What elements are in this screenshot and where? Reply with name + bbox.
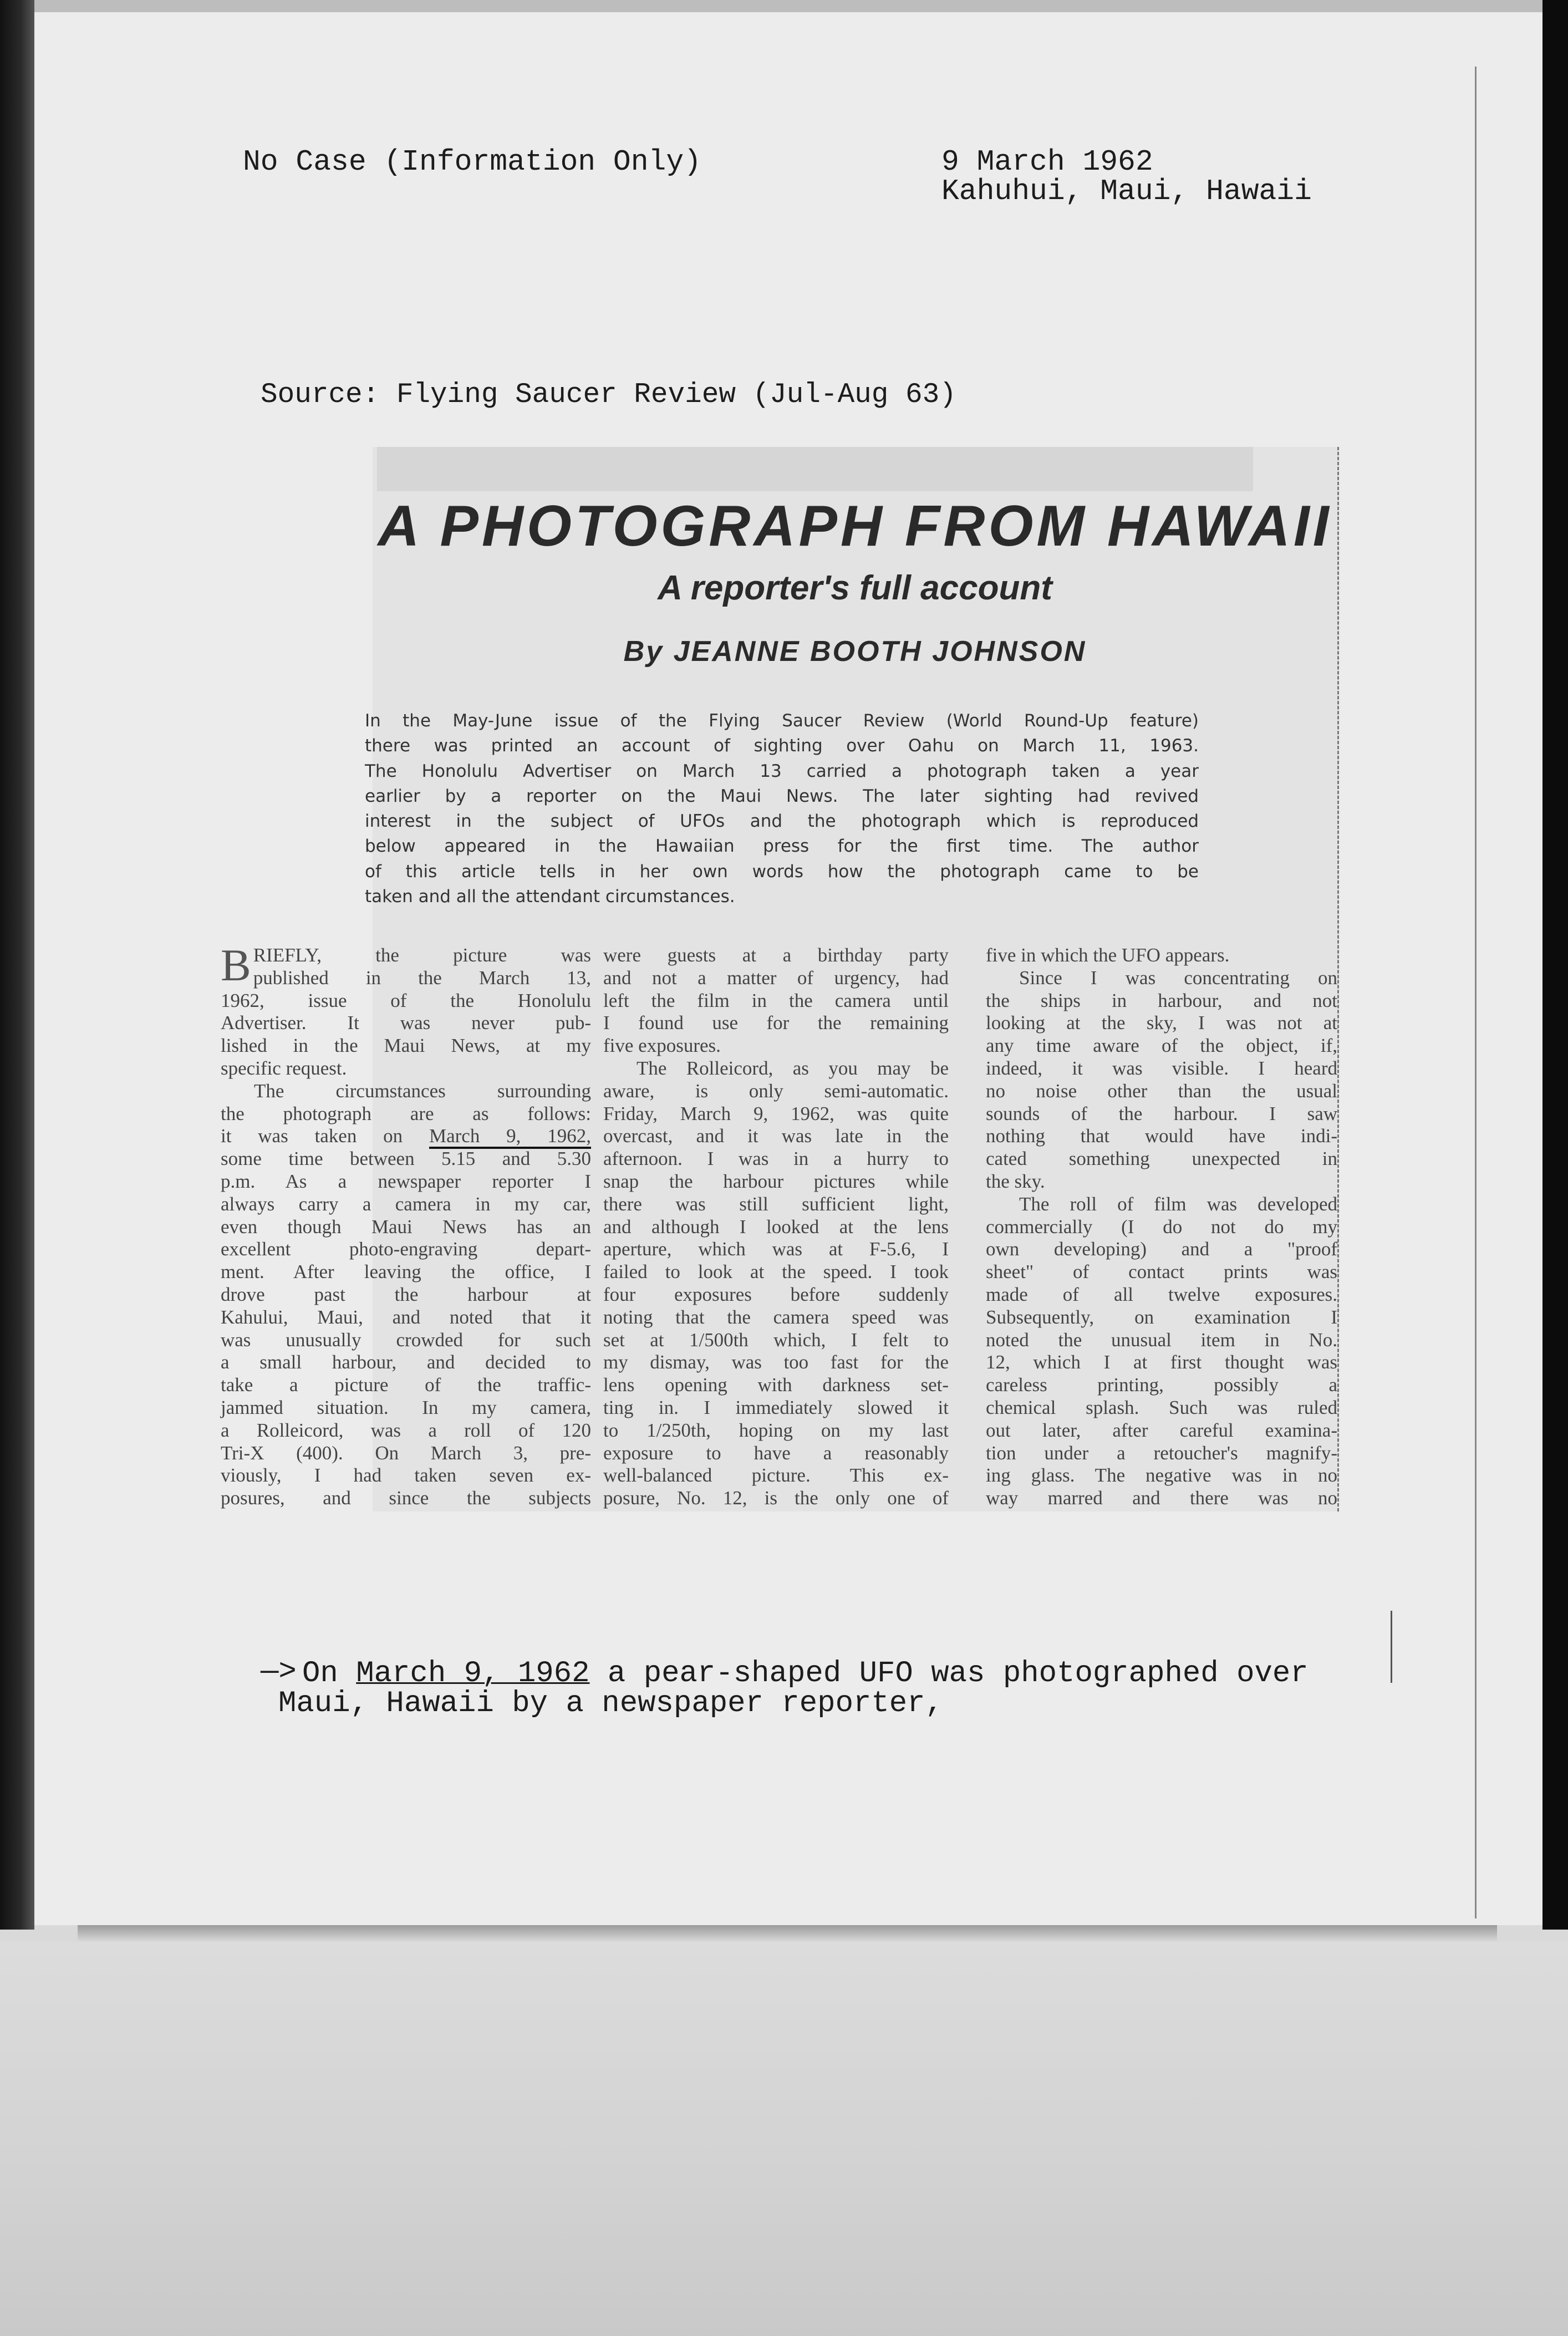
page-shadow — [78, 1925, 1497, 1942]
intro-line: The Honolulu Advertiser on March 13 carried a photograph taken a year — [365, 761, 1199, 781]
column-line: even though Maui News has an — [221, 1215, 591, 1238]
column-line: BRIEFLY, the picture was — [221, 940, 591, 990]
column-line: it was taken on March 9, 1962, — [221, 1125, 591, 1148]
column-line: specific request. — [221, 1057, 347, 1079]
column-line: four exposures before suddenly — [603, 1283, 949, 1305]
column-line: exposure to have a reasonably — [603, 1442, 949, 1464]
column-line: noted the unusual item in No. — [986, 1329, 1337, 1351]
column-line: Friday, March 9, 1962, was quite — [603, 1102, 949, 1124]
column-line: made of all twelve exposures. — [986, 1283, 1337, 1305]
column-line: and although I looked at the lens — [603, 1215, 949, 1238]
column-line: Advertiser. It was never pub- — [221, 1012, 591, 1034]
column-line: five in which the UFO appears. — [986, 944, 1230, 966]
column-line: own developing) and a "proof — [986, 1238, 1337, 1260]
column-line: some time between 5.15 and 5.30 — [221, 1148, 591, 1170]
column-line: indeed, it was visible. I heard — [986, 1057, 1337, 1079]
column-line: posures, and since the subjects — [221, 1487, 591, 1509]
sighting-date: 9 March 1962 — [941, 145, 1153, 179]
scan-top-edge — [0, 0, 1568, 12]
drop-cap: B — [221, 940, 251, 990]
column-line: take a picture of the traffic- — [221, 1374, 591, 1396]
sighting-location: Kahuhui, Maui, Hawaii — [941, 175, 1312, 208]
column-line: way marred and there was no — [986, 1487, 1337, 1509]
article-column-3 — [986, 944, 1337, 1510]
article-subtitle: A reporter's full account — [658, 569, 1052, 607]
intro-line: below appeared in the Hawaiian press for the first time. The author — [365, 836, 1199, 857]
column-line: p.m. As a newspaper reporter I — [221, 1170, 591, 1192]
column-line: ting in. I immediately slowed it — [603, 1396, 949, 1418]
column-line: I found use for the remaining — [603, 1012, 949, 1034]
column-line: always carry a camera in my car, — [221, 1193, 591, 1215]
arrow-mark: —> — [261, 1655, 297, 1689]
column-line: any time aware of the object, if, — [986, 1035, 1337, 1057]
intro-line: In the May-June issue of the Flying Saucer Review (World Round-Up feature) — [365, 711, 1199, 731]
article-title: A PHOTOGRAPH FROM HAWAII — [378, 494, 1332, 558]
column-line: Subsequently, on examination I — [986, 1306, 1337, 1328]
column-line: there was still sufficient light, — [603, 1193, 949, 1215]
page-edge-line — [1475, 67, 1477, 1918]
intro-line: taken and all the attendant circumstances. — [365, 887, 735, 907]
column-line: Since I was concentrating on — [1019, 966, 1337, 989]
article-column-2 — [603, 944, 949, 1510]
column-line: left the film in the camera until — [603, 989, 949, 1011]
intro-line: there was printed an account of sighting over Oahu on March 11, 1963. — [365, 736, 1199, 756]
column-line: noting that the camera speed was — [603, 1306, 949, 1328]
article-column-1 — [221, 940, 591, 1510]
column-line: the ships in harbour, and not — [986, 989, 1337, 1011]
column-line: set at 1/500th which, I felt to — [603, 1329, 949, 1351]
column-line: the photograph are as follows: — [221, 1102, 591, 1124]
bracket-mark — [1391, 1611, 1392, 1683]
column-line: to 1/250th, hoping on my last — [603, 1419, 949, 1441]
column-line: a Rolleicord, was a roll of 120 — [221, 1419, 591, 1441]
case-label: No Case (Information Only) — [243, 145, 701, 179]
source-line: Source: Flying Saucer Review (Jul-Aug 63) — [261, 379, 956, 411]
column-line: tion under a retoucher's magnify- — [986, 1442, 1337, 1464]
column-line: posure, No. 12, is the only one of — [603, 1487, 949, 1509]
column-line: out later, after careful examina- — [986, 1419, 1337, 1441]
column-line: snap the harbour pictures while — [603, 1170, 949, 1192]
column-line: aware, is only semi-automatic. — [603, 1080, 949, 1102]
column-line: The roll of film was developed — [1019, 1193, 1337, 1215]
column-line: drove past the harbour at — [221, 1283, 591, 1305]
column-line: careless printing, possibly a — [986, 1374, 1337, 1396]
column-line: 1962, issue of the Honolulu — [221, 989, 591, 1011]
column-line: cated something unexpected in — [986, 1148, 1337, 1170]
article-byline: By JEANNE BOOTH JOHNSON — [623, 635, 1087, 668]
column-line: published in the March 13, — [253, 966, 591, 989]
summary-line-2: Maui, Hawaii by a newspaper reporter, — [278, 1687, 943, 1721]
column-line: jammed situation. In my camera, — [221, 1396, 591, 1418]
column-line: ment. After leaving the office, I — [221, 1261, 591, 1283]
column-line: lens opening with darkness set- — [603, 1374, 949, 1396]
column-line: nothing that would have indi- — [986, 1125, 1337, 1147]
column-line: a small harbour, and decided to — [221, 1351, 591, 1373]
column-line: afternoon. I was in a hurry to — [603, 1148, 949, 1170]
intro-line: interest in the subject of UFOs and the photograph which is reproduced — [365, 811, 1199, 832]
column-line: viously, I had taken seven ex- — [221, 1464, 591, 1487]
summary-date: March 9, 1962 — [356, 1657, 590, 1691]
intro-line: earlier by a reporter on the Maui News. The later sighting had revived — [365, 786, 1199, 806]
underlined-date: March 9, 1962, — [429, 1125, 591, 1149]
column-line: no noise other than the usual — [986, 1080, 1337, 1102]
summary-text: a pear-shaped UFO was photographed over — [589, 1657, 1309, 1691]
column-line: ing glass. The negative was in no — [986, 1464, 1337, 1487]
column-line: chemical splash. Such was ruled — [986, 1396, 1337, 1418]
column-line: The Rolleicord, as you may be — [637, 1057, 949, 1079]
column-line: overcast, and it was late in the — [603, 1125, 949, 1147]
column-line: was unusually crowded for such — [221, 1329, 591, 1351]
scan-right-border — [1542, 0, 1568, 1930]
summary-line-1 — [302, 1657, 1309, 1691]
column-line: well-balanced picture. This ex- — [603, 1464, 949, 1487]
intro-line: of this article tells in her own words how the photograph came to be — [365, 861, 1199, 882]
column-line: aperture, which was at F-5.6, I — [603, 1238, 949, 1260]
column-line: 12, which I at first thought was — [986, 1351, 1337, 1373]
column-line: the sky. — [986, 1170, 1045, 1192]
column-line: Tri-X (400). On March 3, pre- — [221, 1442, 591, 1464]
column-line: sounds of the harbour. I saw — [986, 1102, 1337, 1124]
column-line: The circumstances surrounding — [254, 1080, 591, 1102]
column-line: sheet" of contact prints was — [986, 1261, 1337, 1283]
column-line: were guests at a birthday party — [603, 944, 949, 966]
column-line: failed to look at the speed. I took — [603, 1261, 949, 1283]
scan-left-border — [0, 0, 34, 1930]
clipping-top-shade — [377, 447, 1253, 491]
column-line: five exposures. — [603, 1035, 721, 1057]
article-intro — [365, 709, 1199, 909]
column-line: lished in the Maui News, at my — [221, 1035, 591, 1057]
column-line: excellent photo-engraving depart- — [221, 1238, 591, 1260]
column-line: and not a matter of urgency, had — [603, 966, 949, 989]
column-line: looking at the sky, I was not at — [986, 1012, 1337, 1034]
summary-prefix: On — [302, 1657, 357, 1691]
column-line: Kahului, Maui, and noted that it — [221, 1306, 591, 1328]
column-line: commercially (I do not do my — [986, 1215, 1337, 1238]
scan-background — [0, 1942, 1568, 2336]
column-line: my dismay, was too fast for the — [603, 1351, 949, 1373]
